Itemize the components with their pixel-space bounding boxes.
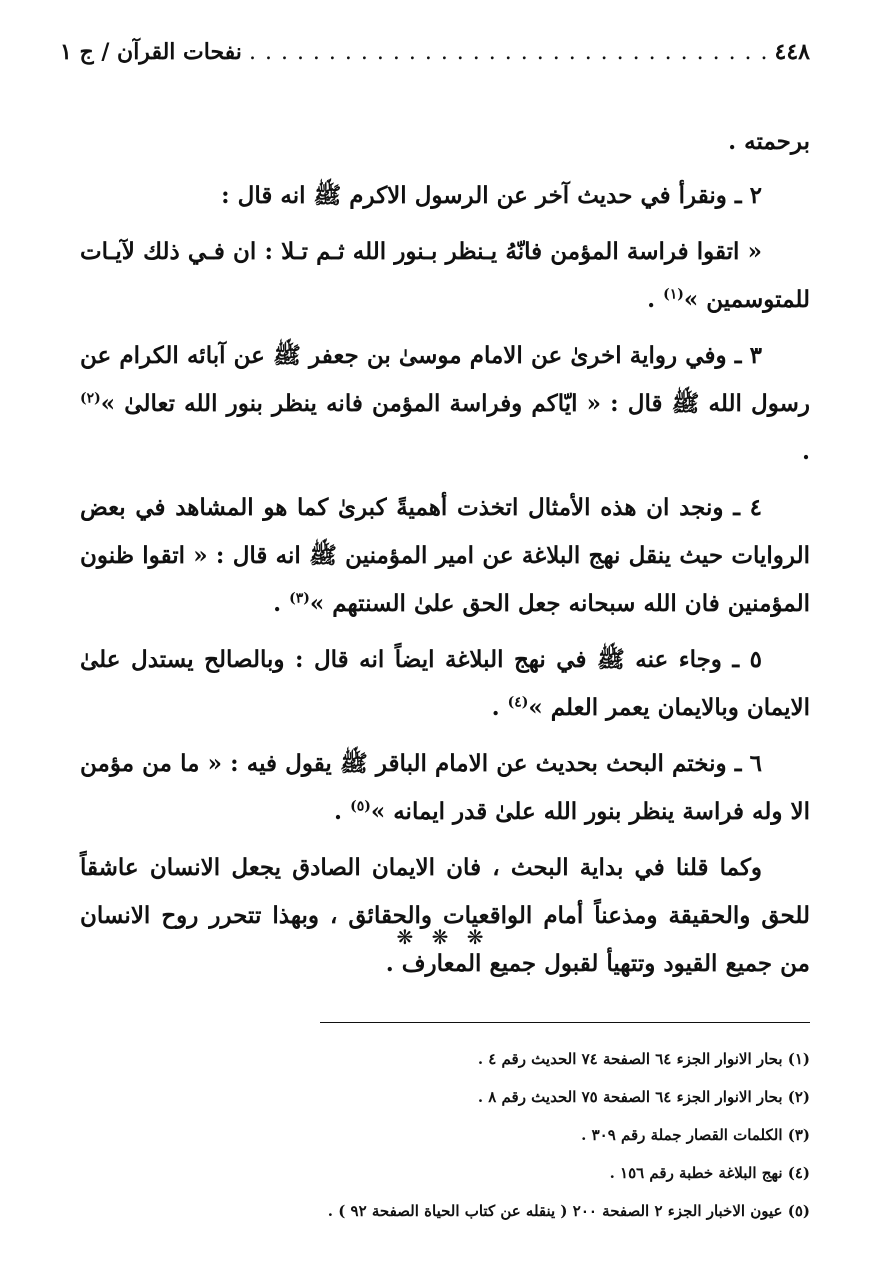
footnote-ref[interactable]: (٣)	[289, 590, 310, 607]
paragraph-hadith-2: ٢ ـ ونقرأ في حديث آخر عن الرسول الاكرم ﷺ انه قال :	[221, 182, 762, 209]
footnote-item: (٣) الكلمات القصار جملة رقم ٣٠٩ .	[581, 1126, 810, 1144]
paragraph-hadith-6: ٦ ـ ونختم البحث بحديث عن الامام الباقر ﷺ يقول فيه : « ما من مؤمن الا وله فراسة ينظر بنور الله علىٰ قدر ايمانه »$^{(٥)}$ .	[80, 750, 810, 825]
page-number: ٤٤٨	[774, 39, 810, 65]
paragraph-continuation: برحمته .	[728, 128, 810, 155]
footnote-item: (٥) عيون الاخبار الجزء ٢ الصفحة ٢٠٠ ( ينقله عن كتاب الحياة الصفحة ٩٢ ) .	[327, 1202, 810, 1220]
dot-leader	[248, 40, 769, 65]
footnote-divider	[320, 1022, 810, 1023]
running-title: نفحات القرآن / ج ١	[60, 39, 242, 65]
footnote-item: (١) بحار الانوار الجزء ٦٤ الصفحة ٧٤ الحديث رقم ٤ .	[477, 1050, 810, 1068]
section-separator: ❋ ❋ ❋	[396, 925, 490, 949]
footnote-item: (٤) نهج البلاغة خطبة رقم ١٥٦ .	[609, 1164, 810, 1182]
main-text	[80, 118, 810, 996]
page-header	[60, 32, 810, 72]
paragraph-hadith-2-quote: « اتقوا فراسة المؤمن فانّهُ يـنظر بـنور الله ثـم تـلا : ان فـي ذلك لآيـات للمتوسمين »$^{(١)}$ .	[80, 238, 810, 313]
footnote-ref[interactable]: (٥)	[350, 798, 371, 815]
paragraph-hadith-4: ٤ ـ ونجد ان هذه الأمثال اتخذت أهميةً كبرىٰ كما هو المشاهد في بعض الروايات حيث ينقل نهج البلاغة عن امير المؤمنين ﷺ انه قال : « اتقوا ظنون المؤمنين فان الله سبحانه جعل الحق علىٰ السنتهم »$^{(٣)}$ .	[80, 494, 810, 617]
paragraph-hadith-5: ٥ ـ وجاء عنه ﷺ في نهج البلاغة ايضاً انه قال : وبالصالح يستدل علىٰ الايمان وبالايمان يعمر العلم »$^{(٤)}$ .	[80, 646, 810, 721]
footnotes	[80, 1040, 810, 1230]
paragraph-conclusion: وكما قلنا في بداية البحث ، فان الايمان الصادق يجعل الانسان عاشقاً للحق والحقيقة ومذعناً أمام الواقعيات والحقائق ، وبهذا تتحرر روح الانسان من جميع القيود وتتهيأ لقبول جميع المعارف .	[80, 854, 810, 977]
footnote-ref[interactable]: (١)	[663, 286, 684, 303]
paragraph-hadith-3: ٣ ـ وفي رواية اخرىٰ عن الامام موسىٰ بن جعفر ﷺ عن آبائه الكرام عن رسول الله ﷺ قال : « ايّاكم وفراسة المؤمن فانه ينظر بنور الله تعالىٰ »$^{(٢)}$ .	[80, 342, 810, 465]
footnote-ref[interactable]: (٢)	[80, 390, 101, 407]
footnote-ref[interactable]: (٤)	[507, 694, 529, 711]
footnote-item: (٢) بحار الانوار الجزء ٦٤ الصفحة ٧٥ الحديث رقم ٨ .	[477, 1088, 810, 1106]
